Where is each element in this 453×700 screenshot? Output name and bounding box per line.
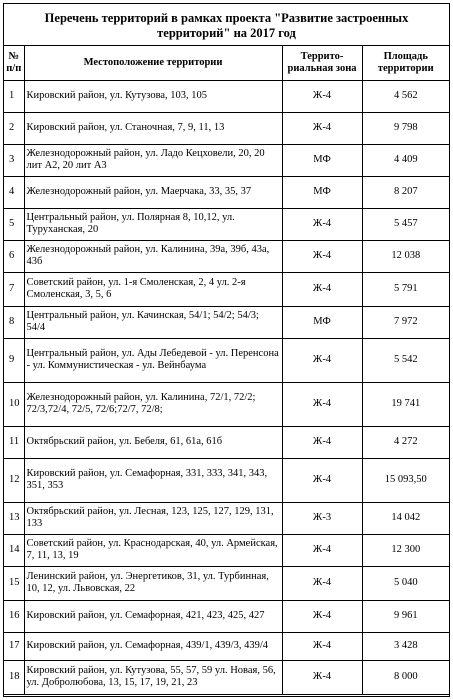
table-row	[4, 426, 449, 458]
cell-zone: Ж-4	[282, 272, 362, 306]
cell-zone: МФ	[282, 306, 362, 338]
cell-num: 16	[4, 600, 24, 632]
cell-area: 19 741	[362, 382, 449, 426]
cell-area: 8 207	[362, 176, 449, 208]
cell-num: 4	[4, 176, 24, 208]
table-row	[4, 600, 449, 632]
cell-num: 8	[4, 306, 24, 338]
cell-zone: Ж-4	[282, 240, 362, 272]
cell-num: 9	[4, 338, 24, 382]
cell-location: Железнодорожный район, ул. Маерчака, 33, 35, 37	[24, 176, 282, 208]
table-row	[4, 534, 449, 566]
title-line-2: территорий" на 2017 год	[157, 26, 296, 40]
cell-location: Железнодорожный район, ул. Ладо Кецховели, 20, 20 лит А2, 20 лит А3	[24, 144, 282, 176]
cell-num: 3	[4, 144, 24, 176]
cell-location: Кировский район, ул. Семафорная, 331, 333, 341, 343, 351, 353	[24, 458, 282, 502]
table-row	[4, 566, 449, 600]
cell-area: 12 038	[362, 240, 449, 272]
cell-area: 12 300	[362, 534, 449, 566]
cell-num: 1	[4, 80, 24, 112]
cell-location: Кировский район, ул. Кутузова, 55, 57, 59 ул. Новая, 56, ул. Добролюбова, 13, 15, 17, 19, 21, 23	[24, 660, 282, 694]
cell-num: 2	[4, 112, 24, 144]
table-row	[4, 80, 449, 112]
table-row	[4, 272, 449, 306]
cell-num: 17	[4, 632, 24, 660]
cell-area: 9 798	[362, 112, 449, 144]
cell-num: 12	[4, 458, 24, 502]
table-row	[4, 240, 449, 272]
table-header-row	[4, 46, 449, 80]
cell-area: 4 272	[362, 426, 449, 458]
cell-location: Кировский район, ул. Семафорная, 439/1, 439/3, 439/4	[24, 632, 282, 660]
table-row	[4, 458, 449, 502]
table-row	[4, 660, 449, 694]
cell-location: Октябрьский район, ул. Лесная, 123, 125, 127, 129, 131, 133	[24, 502, 282, 534]
cell-area: 3 428	[362, 632, 449, 660]
cell-area: 5 791	[362, 272, 449, 306]
cell-zone: МФ	[282, 176, 362, 208]
header-zone: Террито-риальная зона	[282, 46, 362, 80]
cell-num: 7	[4, 272, 24, 306]
cell-area: 14 042	[362, 502, 449, 534]
document-title	[4, 4, 449, 46]
title-line-1: Перечень территорий в рамках проекта "Развитие застроенных	[44, 11, 409, 25]
cell-location: Центральный район, ул. Ады Лебедевой - ул. Перенсона - ул. Коммунистическая - ул. Вейнбаума	[24, 338, 282, 382]
cell-zone: Ж-4	[282, 534, 362, 566]
cell-area: 5 457	[362, 208, 449, 240]
cell-location: Железнодорожный район, ул. Калинина, 72/1, 72/2; 72/3,72/4, 72/5, 72/6;72/7, 72/8;	[24, 382, 282, 426]
cell-location: Центральный район, ул. Качинская, 54/1; 54/2; 54/3; 54/4	[24, 306, 282, 338]
header-location: Местоположение территории	[24, 46, 282, 80]
cell-zone: Ж-4	[282, 660, 362, 694]
cell-num: 11	[4, 426, 24, 458]
document-frame	[3, 3, 450, 697]
cell-zone: Ж-4	[282, 338, 362, 382]
cell-num: 18	[4, 660, 24, 694]
table-row	[4, 144, 449, 176]
cell-area: 8 000	[362, 660, 449, 694]
cell-zone: Ж-3	[282, 502, 362, 534]
table-row	[4, 306, 449, 338]
cell-location: Октябрьский район, ул. Бебеля, 61, 61а, 61б	[24, 426, 282, 458]
header-num: № п/п	[4, 46, 24, 80]
cell-num: 14	[4, 534, 24, 566]
table-row	[4, 338, 449, 382]
cell-location: Центральный район, ул. Полярная 8, 10,12, ул. Туруханская, 20	[24, 208, 282, 240]
cell-area: 4 409	[362, 144, 449, 176]
table-row	[4, 112, 449, 144]
cell-location: Кировский район, ул. Станочная, 7, 9, 11, 13	[24, 112, 282, 144]
cell-location: Железнодорожный район, ул. Калинина, 39а, 39б, 43а, 43б	[24, 240, 282, 272]
table-body	[4, 80, 449, 694]
cell-area: 5 542	[362, 338, 449, 382]
cell-location: Ленинский район, ул. Энергетиков, 31, ул. Турбинная, 10, 12, ул. Львовская, 22	[24, 566, 282, 600]
cell-zone: Ж-4	[282, 600, 362, 632]
cell-location: Советский район, ул. 1-я Смоленская, 2, 4 ул. 2-я Смоленская, 3, 5, 6	[24, 272, 282, 306]
cell-zone: Ж-4	[282, 632, 362, 660]
table-row	[4, 176, 449, 208]
cell-zone: Ж-4	[282, 208, 362, 240]
cell-zone: Ж-4	[282, 382, 362, 426]
cell-location: Советский район, ул. Краснодарская, 40, ул. Армейская, 7, 11, 13, 19	[24, 534, 282, 566]
cell-zone: МФ	[282, 144, 362, 176]
table-row	[4, 208, 449, 240]
cell-num: 15	[4, 566, 24, 600]
cell-num: 5	[4, 208, 24, 240]
cell-area: 5 040	[362, 566, 449, 600]
territory-table	[4, 46, 449, 695]
cell-zone: Ж-4	[282, 426, 362, 458]
cell-num: 6	[4, 240, 24, 272]
cell-num: 13	[4, 502, 24, 534]
table-row	[4, 382, 449, 426]
cell-area: 7 972	[362, 306, 449, 338]
table-row	[4, 632, 449, 660]
cell-area: 15 093,50	[362, 458, 449, 502]
cell-zone: Ж-4	[282, 112, 362, 144]
cell-num: 10	[4, 382, 24, 426]
cell-zone: Ж-4	[282, 566, 362, 600]
cell-area: 4 562	[362, 80, 449, 112]
cell-zone: Ж-4	[282, 80, 362, 112]
header-area: Площадь территории	[362, 46, 449, 80]
table-row	[4, 502, 449, 534]
cell-location: Кировский район, ул. Семафорная, 421, 423, 425, 427	[24, 600, 282, 632]
cell-location: Кировский район, ул. Кутузова, 103, 105	[24, 80, 282, 112]
cell-zone: Ж-4	[282, 458, 362, 502]
cell-area: 9 961	[362, 600, 449, 632]
